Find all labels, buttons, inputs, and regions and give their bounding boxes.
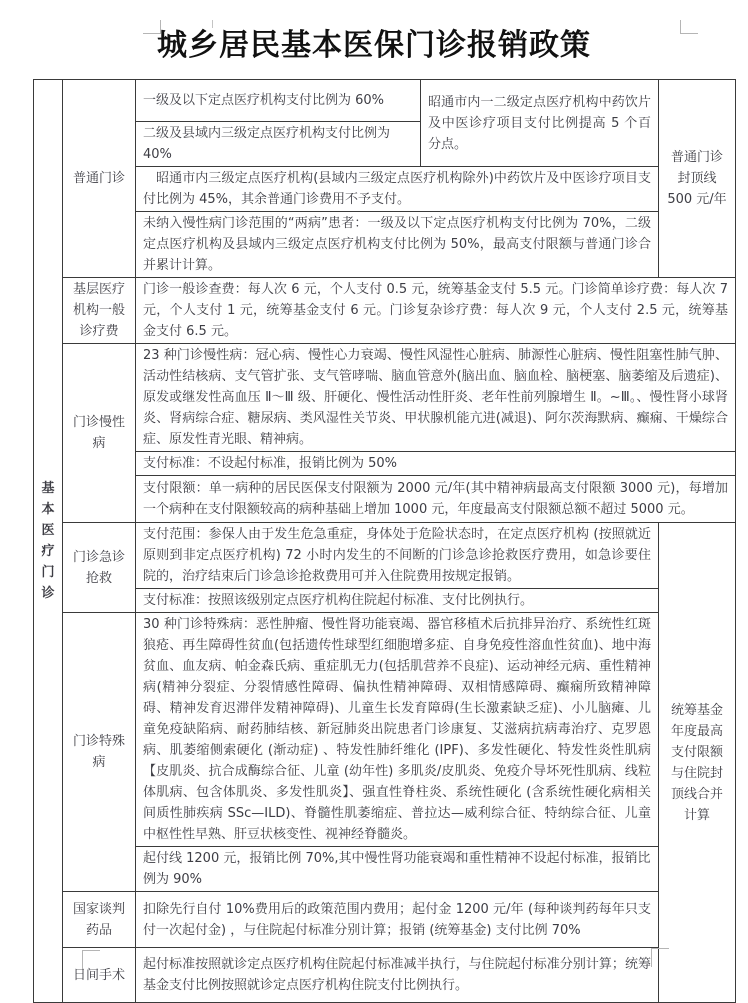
crop-mark-top-right — [680, 20, 698, 34]
cell-general-outpatient-cap: 普通门诊封顶线 500 元/年 — [659, 80, 736, 278]
cell-emergency-pay-scope: 支付范围：参保人由于发生危急重症，身体处于危险状态时，在定点医疗机构 (按照就近原则到非定点医疗机构) 72 小时内发生的不间断的门诊急诊抢救医疗费用，如急诊要住院的，治疗结束后门诊急诊抢救费用可并入住院费用按规定报销。 — [136, 523, 659, 589]
cell-special-pay-standard: 起付线 1200 元，报销比例 70%,其中慢性肾功能衰竭和重性精神不设起付标准，报销比例为 90% — [136, 847, 659, 892]
crop-mark-top-left-2 — [199, 20, 213, 28]
policy-table — [33, 79, 736, 1003]
cell-chronic-disease-list: 23 种门诊慢性病：冠心病、慢性心力衰竭、慢性风湿性心脏病、肺源性心脏病、慢性阻塞性肺气肿、活动性结核病、支气管扩张、支气管哮喘、脑血管意外(脑出血、脑血栓、脑梗塞、脑萎缩及后遗症)、原发或继发性高血压 Ⅱ～Ⅲ 级、肝硬化、慢性活动性肝炎、老年性前列腺增生 Ⅱ。~Ⅲ。、慢性肾小球肾炎、肾病综合症、糖尿病、类风湿性关节炎、甲状腺机能亢进(减退)、阿尔茨海默病、癫痫、干燥综合症、原发性青光眼、精神病。 — [136, 344, 736, 452]
cell-emergency-pay-standard: 支付标准：按照该级别定点医疗机构住院起付标准、支付比例执行。 — [136, 589, 659, 613]
category-special-disease: 门诊特殊病 — [63, 613, 136, 892]
cell-negotiated-drugs-content: 扣除先行自付 10%费用后的政策范围内费用；起付金 1200 元/年 (每种谈判药每年只支付一次起付金) ，与住院起付标准分别计算；报销 (统筹基金) 支付比例 70% — [136, 892, 659, 948]
cell-primary-care-fee-content: 门诊一般诊查费：每人次 6 元，个人支付 0.5 元，统筹基金支付 5.5 元。门诊简单诊疗费：每人次 7 元，个人支付 1 元，统筹基金支付 6 元。门诊复杂诊疗费：每人次 9 元，个人支付 2.5 元，统筹基金支付 6.5 元。 — [136, 278, 736, 344]
cell-general-tier3-rate: 昭通市内三级定点医疗机构(县域内三级定点医疗机构除外)中药饮片及中医诊疗项目支付比例为 45%，其余普通门诊费用不予支付。 — [136, 167, 659, 212]
category-general-outpatient: 普通门诊 — [63, 80, 136, 278]
cell-pooled-fund-cap-note: 统筹基金年度最高支付限额与住院封顶线合并计算 — [659, 523, 736, 1003]
side-label-basic-medical-outpatient: 基本医疗门诊 — [34, 80, 63, 1003]
crop-mark-top-left — [143, 20, 161, 34]
cell-chronic-pay-standard: 支付标准：不设起付标准，报销比例为 50% — [136, 452, 736, 476]
category-primary-care-fee: 基层医疗机构一般诊疗费 — [63, 278, 136, 344]
cell-general-tier1-rate: 一级及以下定点医疗机构支付比例为 60% — [136, 80, 421, 122]
category-negotiated-drugs: 国家谈判药品 — [63, 892, 136, 948]
category-emergency-rescue: 门诊急诊抢救 — [63, 523, 136, 613]
cell-day-surgery-content: 起付标准按照就诊定点医疗机构住院起付标准减半执行，与住院起付标准分别计算；统筹基金支付比例按照就诊定点医疗机构住院支付比例执行。 — [136, 948, 659, 1003]
cell-general-tier2-rate: 二级及县域内三级定点医疗机构支付比例为 40% — [136, 122, 421, 167]
category-chronic-disease: 门诊慢性病 — [63, 344, 136, 523]
page-title: 城乡居民基本医保门诊报销政策 — [157, 28, 591, 63]
category-day-surgery: 日间手术 — [63, 948, 136, 1003]
cell-chronic-pay-limit: 支付限额：单一病种的居民医保支付限额为 2000 元/年(其中精神病最高支付限额 3000 元)，每增加一个病种在支付限额较高的病种基础上增加 1000 元，年度最高支付限额总额不超过 5000 元。 — [136, 476, 736, 523]
cell-special-disease-list: 30 种门诊特殊病：恶性肿瘤、慢性肾功能衰竭、器官移植术后抗排异治疗、系统性红斑狼疮、再生障碍性贫血(包括遗传性球型红细胞增多症、自身免疫性溶血性贫血)、地中海贫血、血友病、帕金森氏病、重症肌无力(包括肌营养不良症)、运动神经元病、重性精神病(精神分裂症、分裂情感性障碍、偏执性精神障碍、双相情感障碍、癫痫所致精神障碍、精神发育迟滞伴发精神障碍)、儿童生长发育障碍(生长激素缺乏症)、小儿脑瘫、儿童免疫缺陷病、耐药肺结核、新冠肺炎出院患者门诊康复、艾滋病抗病毒治疗、克罗恩病、肌萎缩侧索硬化 (渐动症) 、特发性肺纤维化 (IPF)、多发性硬化、特发性炎性肌病【皮肌炎、抗合成酶综合征、儿童 (幼年性) 多肌炎/皮肌炎、免疫介导坏死性肌病、线粒体肌病、包含体肌炎、多发性肌炎】、强直性脊柱炎、系统性硬化 (含系统性硬化病相关间质性肺疾病 SSc—ILD)、脊髓性肌萎缩症、普拉达—威利综合征、特纳综合征、儿童中枢性性早熟、肝豆状核变性、视神经脊髓炎。 — [136, 613, 659, 847]
cell-general-two-diseases: 未纳入慢性病门诊范围的“两病”患者：一级及以下定点医疗机构支付比例为 70%，二级定点医疗机构及县域内三级定点医疗机构支付比例为 50%，最高支付限额与普通门诊合并累计计算。 — [136, 212, 659, 278]
cell-general-tcm-note: 昭通市内一二级定点医疗机构中药饮片及中医诊疗项目支付比例提高 5 个百分点。 — [421, 80, 659, 167]
crop-mark-bottom-left — [82, 950, 100, 969]
